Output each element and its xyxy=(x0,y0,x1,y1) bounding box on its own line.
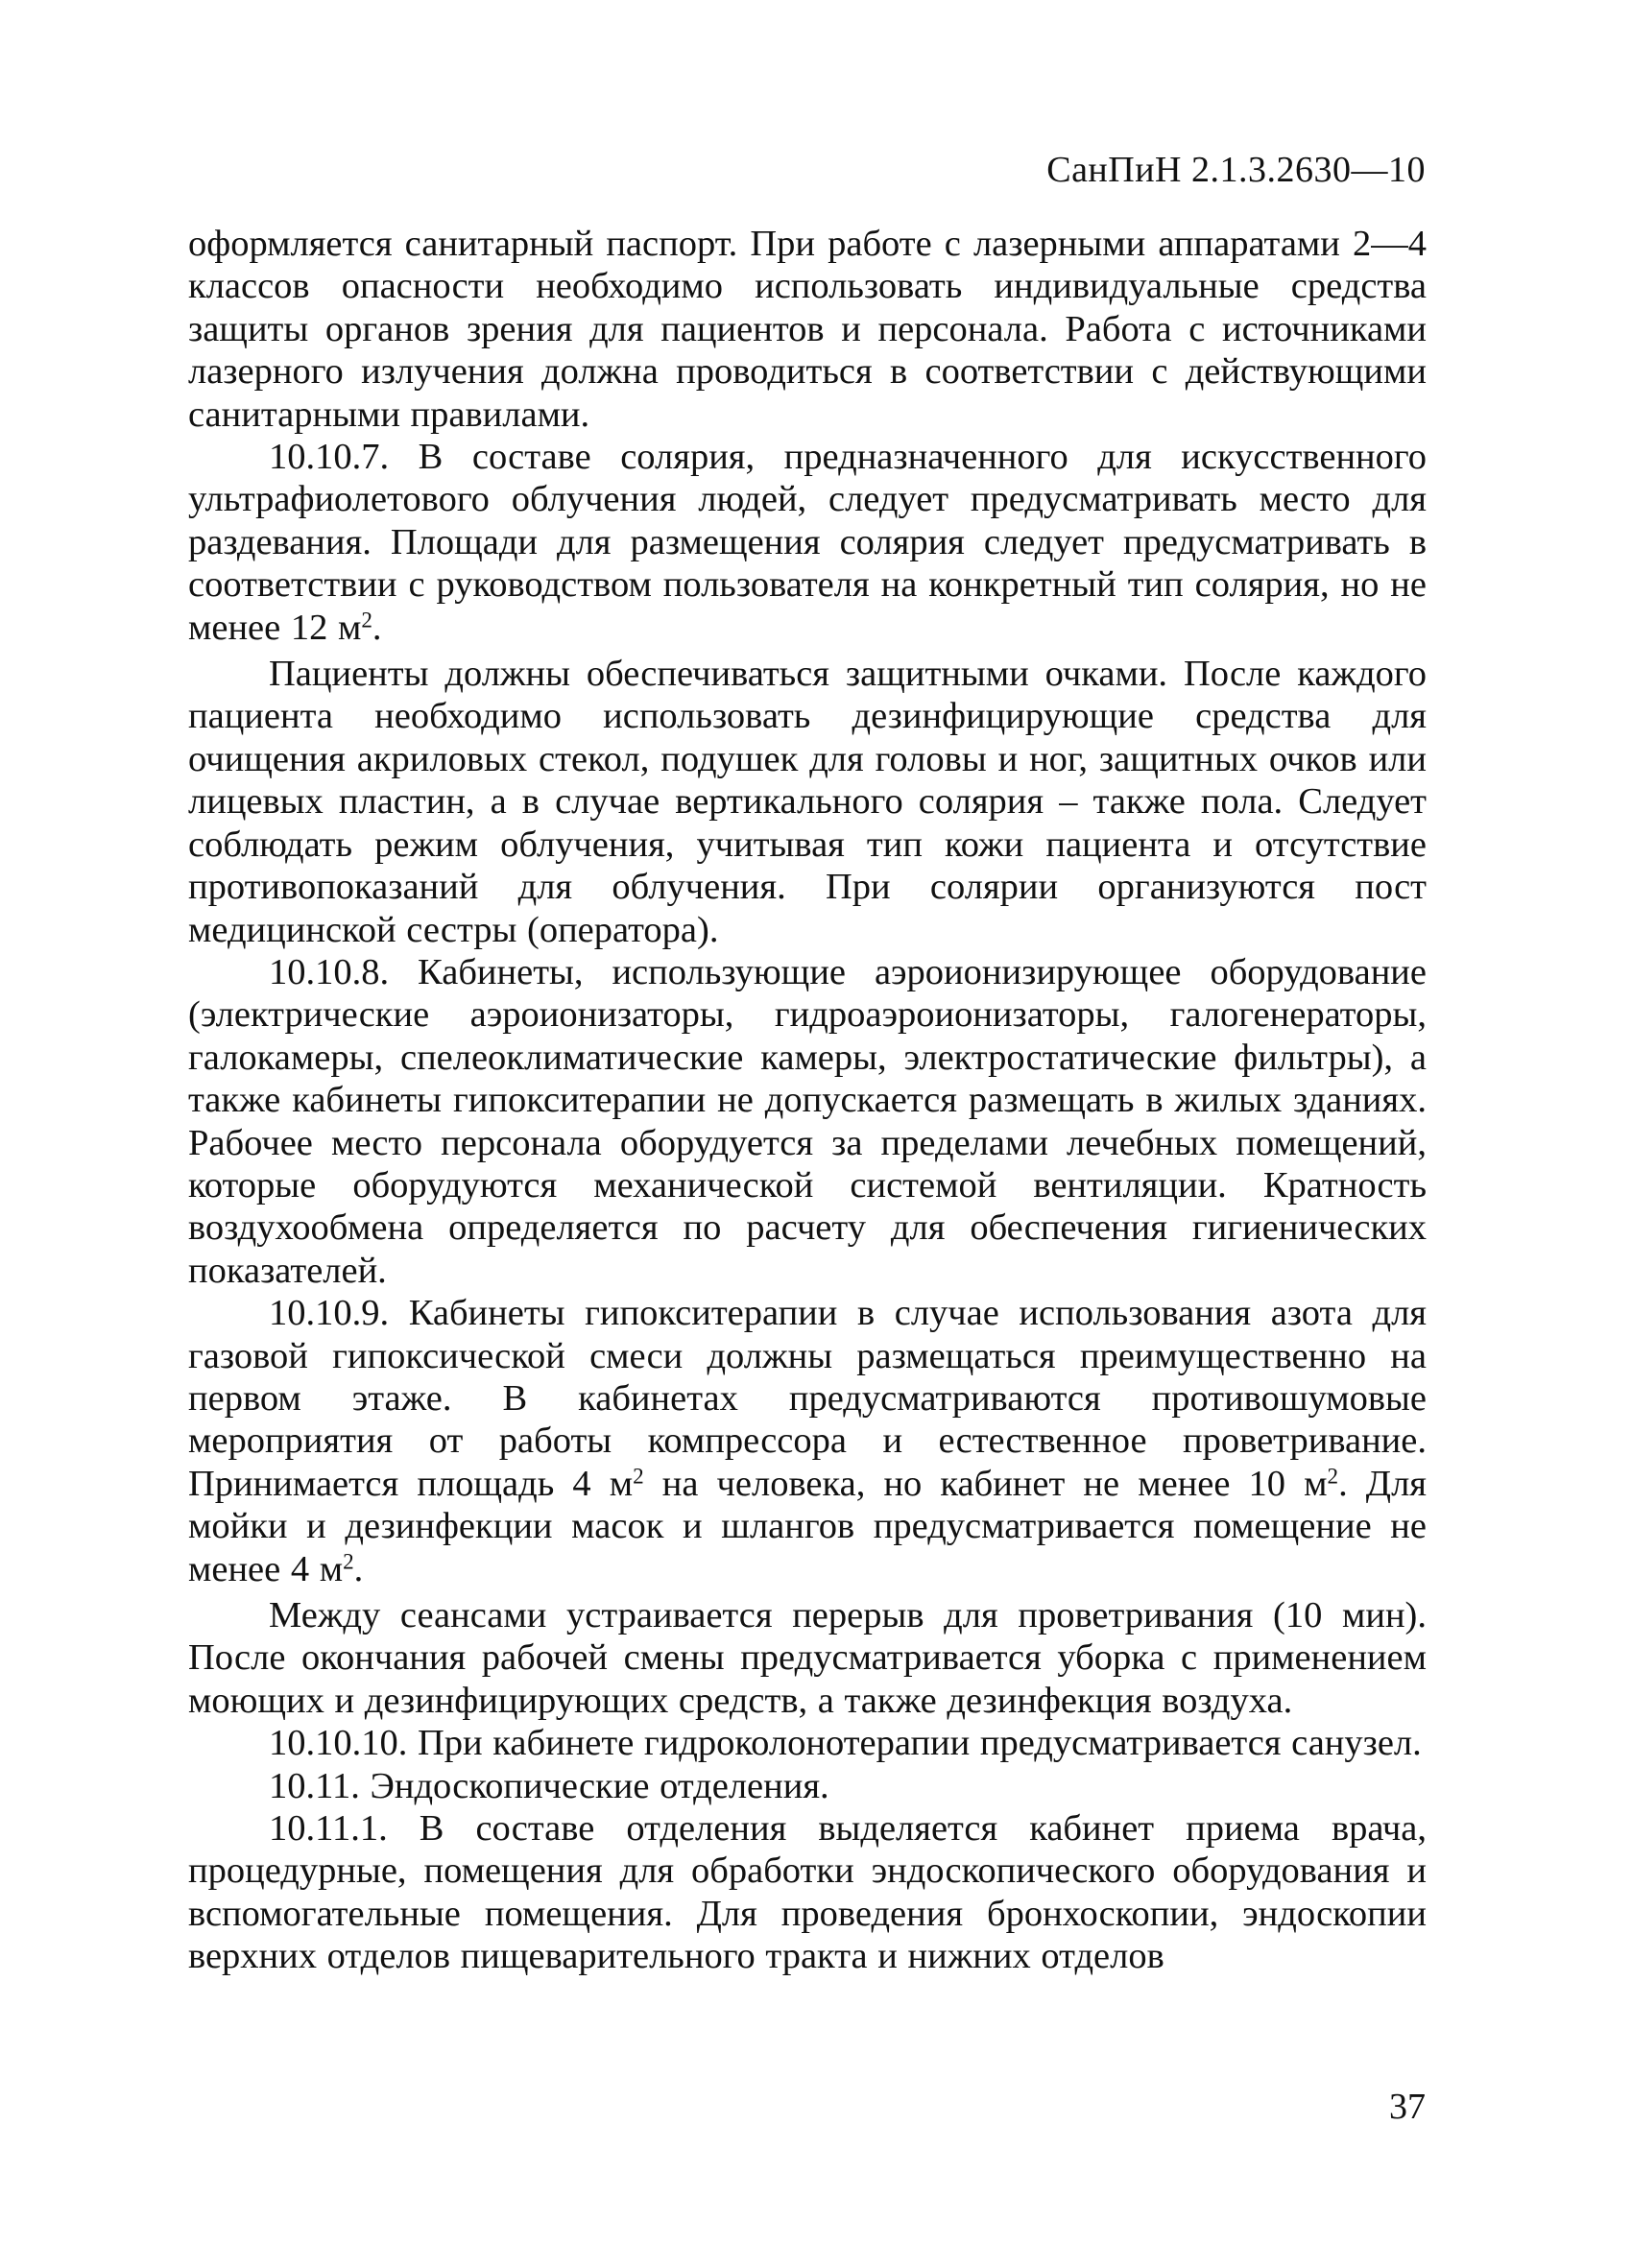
text-run: оформляется санитарный паспорт. При работе с лазерными аппаратами 2—4 классов опасности необходимо использовать индивидуальные средства защиты органов зрения для пациентов и персонала. Работа с источниками лазерного излучения должна проводиться в соответствии с действующими санитарными правилами. xyxy=(188,224,1427,435)
paragraph-10-11 xyxy=(188,1765,1427,1807)
paragraph-10-10-10 xyxy=(188,1722,1427,1764)
paragraph-10-11-1 xyxy=(188,1807,1427,1978)
text-run: Между сеансами устраивается перерыв для проветривания (10 мин). После окончания рабочей смены предусматривается уборка с применением моющих и дезинфицирующих средств, а также дезинфекция воздуха. xyxy=(188,1595,1427,1721)
text-run: 10.11. Эндоскопические отделения. xyxy=(269,1765,829,1806)
text-run: . xyxy=(353,1548,364,1589)
paragraph-10-10-8 xyxy=(188,951,1427,1292)
text-run: 10.10.8. Кабинеты, использующие аэроионизирующее оборудование (электрические аэроионизаторы, гидроаэроионизаторы, галогенераторы, галокамеры, спелеоклиматические камеры, электростатические фильтры), а также кабинеты гипокситерапии не допускается размещать в жилых зданиях. Рабочее место персонала оборудуется за пределами лечебных помещений, которые оборудуются механической системой вентиляции. Кратность воздухообмена определяется по расчету для обеспечения гигиенических показателей. xyxy=(188,951,1427,1291)
text-run: 10.10.10. При кабинете гидроколонотерапии предусматривается санузел. xyxy=(269,1723,1422,1764)
text-run: 10.10.7. В составе солярия, предназначенного для искусственного ультрафиолетового облучения людей, следует предусматривать место для раздевания. Площади для размещения солярия следует предусматривать в соответствии с руководством пользователя на конкретный тип солярия, но не менее 12 м xyxy=(188,437,1427,648)
superscript: 2 xyxy=(343,1547,354,1573)
paragraph-10-10-9-sessions xyxy=(188,1594,1427,1722)
text-run: . xyxy=(372,607,382,648)
paragraph-10-10-7-patients xyxy=(188,653,1427,951)
superscript: 2 xyxy=(633,1463,644,1489)
text-run: на человека, но кабинет не менее 10 м xyxy=(643,1463,1328,1504)
page-number: 37 xyxy=(1389,2087,1426,2127)
text-run: . Для мойки и дезинфекции масок и шлангов предусматривается помещение не менее 4 м xyxy=(188,1463,1427,1589)
running-header: СанПиН 2.1.3.2630—10 xyxy=(1046,150,1426,190)
text-run: Пациенты должны обеспечиваться защитными очками. После каждого пациента необходимо использовать дезинфицирующие средства для очищения акриловых стекол, подушек для головы и ног, защитных очков или лицевых пластин, а в случае вертикального солярия – также пола. Следует соблюдать режим облучения, учитывая тип кожи пациента и отсутствие противопоказаний для облучения. При солярии организуются пост медицинской сестры (оператора). xyxy=(188,654,1427,950)
text-run: 10.11.1. В составе отделения выделяется кабинет приема врача, процедурные, помещения для обработки эндоскопического оборудования и вспомогательные помещения. Для проведения бронхоскопии, эндоскопии верхних отделов пищеварительного тракта и нижних отделов xyxy=(188,1808,1427,1977)
paragraph-10-10-7 xyxy=(188,436,1427,649)
superscript: 2 xyxy=(361,606,372,632)
document-body xyxy=(188,223,1427,1978)
paragraph-continuation xyxy=(188,223,1427,436)
paragraph-10-10-9 xyxy=(188,1292,1427,1590)
superscript: 2 xyxy=(1327,1463,1339,1489)
text-run: 10.10.9. Кабинеты гипокситерапии в случае использования азота для газовой гипоксической смеси должны размещаться преимущественно на первом этаже. В кабинетах предусматриваются противошумовые мероприятия от работы компрессора и естественное проветривание. Принимается площадь 4 м xyxy=(188,1293,1427,1504)
